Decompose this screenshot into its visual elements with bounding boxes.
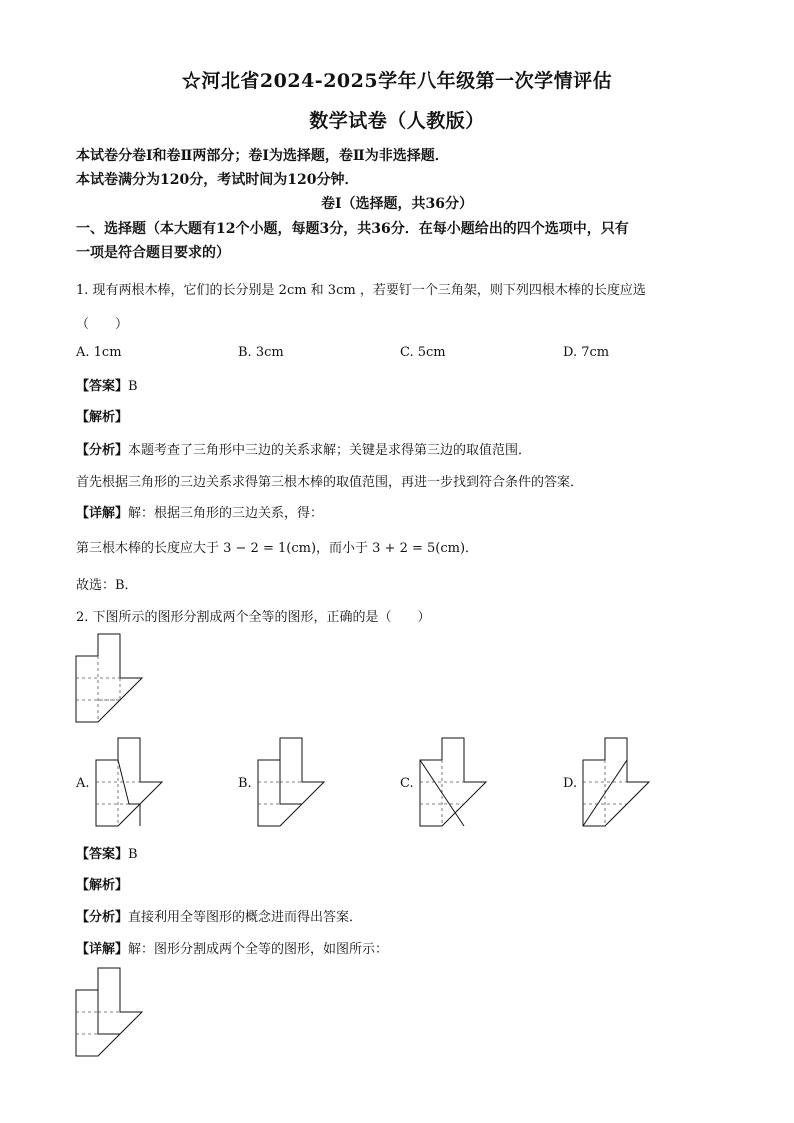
section-title: 卷Ⅰ（选择题，共36分） — [320, 196, 474, 212]
q2-detail-text: 解：图形分割成两个全等的图形，如图所示： — [128, 942, 389, 957]
q2-option-d-figure — [583, 738, 673, 828]
q2-option-a-figure — [96, 738, 186, 828]
figure-outline — [258, 738, 324, 826]
q2-option-c-label: C. — [400, 776, 414, 791]
intro-line-2: 本试卷满分为120分，考试时间为120分钟． — [76, 172, 359, 188]
q1-fenxi-line-2: 首先根据三角形的三边关系求得第三根木棒的取值范围，再进一步找到符合条件的答案． — [76, 475, 584, 490]
q1-detail — [76, 502, 323, 521]
q2-solution-figure — [76, 968, 166, 1058]
q2-answer — [76, 843, 138, 862]
q1-detail-tag: 【详解】 — [76, 506, 129, 521]
q1-detail-text: 解：根据三角形的三边关系，得： — [128, 506, 324, 521]
q1-option-d: D. 7cm — [563, 345, 610, 360]
q1-fenxi-text: 本题考查了三角形中三边的关系求解；关键是求得第三边的取值范围． — [128, 443, 532, 458]
q2-fenxi — [76, 906, 362, 925]
q1-detail-line-2: 第三根木棒的长度应大于 3 − 2 = 1(cm)，而小于 3 + 2 = 5(cm)． — [76, 541, 479, 556]
q2-option-b-figure — [258, 738, 348, 828]
q2-option-a-label: A. — [76, 776, 90, 791]
q2-detail — [76, 938, 388, 957]
q1-answer — [76, 375, 138, 394]
q2-answer-tag: 【答案】 — [76, 847, 129, 862]
q2-analysis-tag: 【解析】 — [76, 878, 129, 893]
part-heading-line-2: 一项是符合题目要求的） — [76, 245, 230, 261]
q2-option-d-label: D. — [563, 776, 578, 791]
exam-title: ☆河北省2024-2025学年八年级第一次学情评估 — [181, 70, 613, 92]
q2-option-c-figure — [420, 738, 510, 828]
q2-fenxi-tag: 【分析】 — [76, 910, 129, 925]
q2-main-figure — [76, 634, 166, 724]
q1-answer-value: B — [128, 379, 138, 394]
q2-option-b-label: B. — [238, 776, 252, 791]
q1-stem: 1. 现有两根木棒，它们的长分别是 2cm 和 3cm ，若要钉一个三角架，则下列四根木棒的长度应选 — [76, 283, 646, 298]
q2-detail-tag: 【详解】 — [76, 942, 129, 957]
q1-option-a: A. 1cm — [76, 345, 122, 360]
q2-fenxi-text: 直接利用全等图形的概念进而得出答案． — [128, 910, 363, 925]
q1-option-c: C. 5cm — [400, 345, 446, 360]
q1-analysis-tag: 【解析】 — [76, 410, 129, 425]
q1-fenxi-tag: 【分析】 — [76, 443, 129, 458]
exam-subtitle: 数学试卷（人教版） — [309, 110, 485, 132]
q1-answer-tag: 【答案】 — [76, 379, 129, 394]
q1-stem-paren: （ ） — [76, 317, 129, 332]
q1-fenxi — [76, 439, 531, 458]
part-heading-line-1: 一、选择题（本大题有12个小题，每题3分，共36分．在每小题给出的四个选项中，只有 — [76, 221, 629, 237]
q2-answer-value: B — [128, 847, 138, 862]
q2-stem: 2. 下图所示的图形分割成两个全等的图形，正确的是（ ） — [76, 610, 431, 625]
option-a-cut-line — [118, 760, 140, 826]
intro-line-1: 本试卷分卷Ⅰ和卷Ⅱ两部分；卷Ⅰ为选择题，卷Ⅱ为非选择题． — [76, 148, 449, 164]
q1-option-b: B. 3cm — [238, 345, 284, 360]
q1-conclusion: 故选：B． — [76, 578, 138, 593]
figure-outline — [76, 968, 142, 1056]
